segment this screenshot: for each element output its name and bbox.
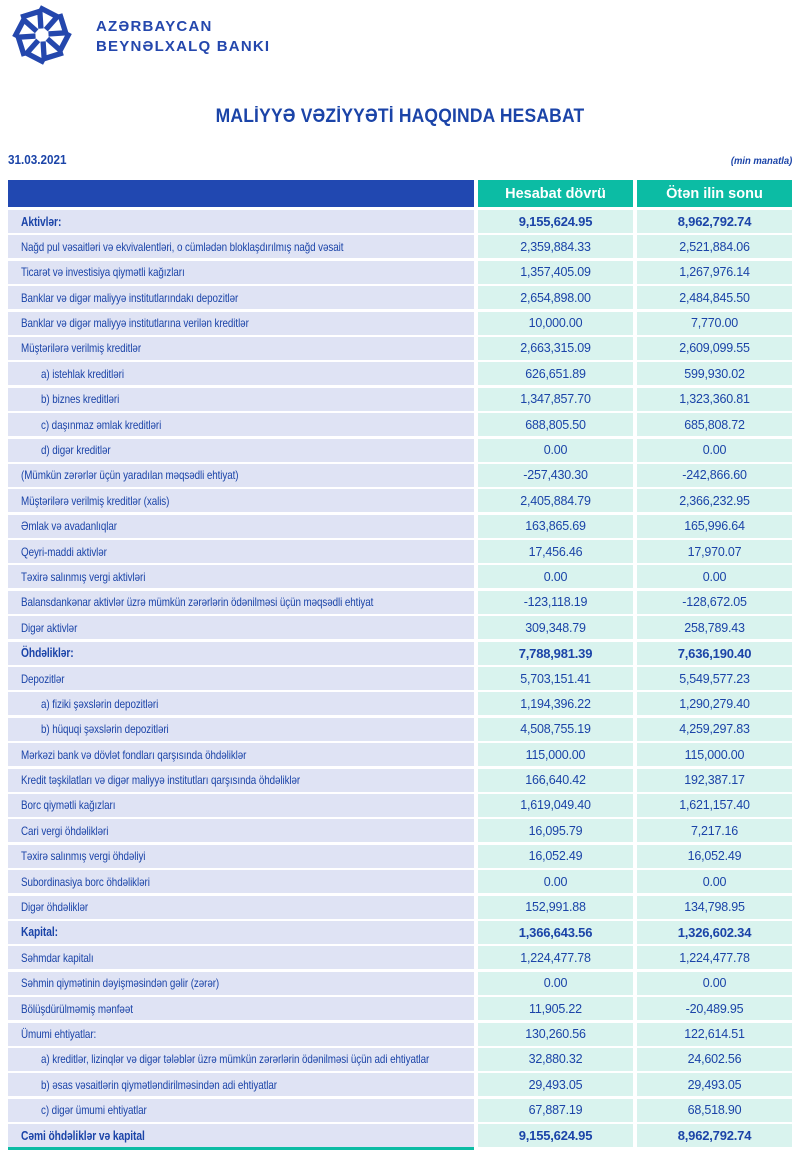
current-period-value: 11,905.22 [478, 997, 633, 1020]
row-label-cell [8, 210, 474, 233]
row-label: Subordinasiya borc öhdəlikləri [21, 874, 150, 889]
table-row [8, 743, 792, 766]
current-period-value: 1,347,857.70 [478, 388, 633, 411]
previous-period-value: 5,549,577.23 [637, 667, 792, 690]
previous-period-value: -242,866.60 [637, 464, 792, 487]
row-label: Kredit təşkilatları və digər maliyyə institutları qarşısında öhdəliklər [21, 773, 301, 788]
table-row [8, 972, 792, 995]
table-row [8, 413, 792, 436]
row-label-cell [8, 1023, 474, 1046]
previous-period-value: -20,489.95 [637, 997, 792, 1020]
row-label-cell [8, 286, 474, 309]
report-title: MALİYYƏ VƏZİYYƏTİ HAQQINDA HESABAT [215, 106, 585, 127]
current-period-value: 688,805.50 [478, 413, 633, 436]
previous-period-value: 16,052.49 [637, 845, 792, 868]
previous-period-value: 2,521,884.06 [637, 235, 792, 258]
current-period-value: 309,348.79 [478, 616, 633, 639]
current-period-value: 0.00 [478, 439, 633, 462]
report-meta [8, 152, 792, 167]
previous-period-value: 17,970.07 [637, 540, 792, 563]
table-row [8, 235, 792, 258]
row-label-cell [8, 946, 474, 969]
table-row [8, 515, 792, 538]
previous-period-value: 7,770.00 [637, 312, 792, 335]
row-label-cell [8, 565, 474, 588]
row-label: Bölüşdürülməmiş mənfəət [21, 1001, 133, 1016]
row-label-cell [8, 362, 474, 385]
row-label: Müştərilərə verilmiş kreditlər [21, 341, 142, 356]
previous-period-value: 7,636,190.40 [637, 642, 792, 665]
row-label: Digər aktivlər [21, 620, 78, 635]
current-period-value: -123,118.19 [478, 591, 633, 614]
previous-period-value: 0.00 [637, 972, 792, 995]
row-label-cell [8, 464, 474, 487]
previous-period-value: 1,290,279.40 [637, 692, 792, 715]
current-period-value: 10,000.00 [478, 312, 633, 335]
table-row [8, 870, 792, 893]
previous-period-value: 8,962,792.74 [637, 1124, 792, 1147]
row-label-cell [8, 845, 474, 868]
table-row [8, 692, 792, 715]
current-period-value: 2,359,884.33 [478, 235, 633, 258]
current-period-value: 0.00 [478, 972, 633, 995]
previous-period-value: 1,267,976.14 [637, 261, 792, 284]
table-row [8, 362, 792, 385]
table-row [8, 1099, 792, 1122]
row-label: Mərkəzi bank və dövlət fondları qarşısında öhdəliklər [21, 747, 247, 762]
previous-period-value: 115,000.00 [637, 743, 792, 766]
row-label-cell [8, 718, 474, 741]
table-row [8, 312, 792, 335]
current-period-value: 17,456.46 [478, 540, 633, 563]
row-label: Səhmdar kapitalı [21, 950, 94, 965]
table-row [8, 286, 792, 309]
current-period-value: 32,880.32 [478, 1048, 633, 1071]
current-period-value: 166,640.42 [478, 769, 633, 792]
table-row [8, 1124, 792, 1147]
row-label: Təxirə salınmış vergi aktivləri [21, 569, 146, 584]
row-label-cell [8, 972, 474, 995]
row-label-cell [8, 743, 474, 766]
table-row [8, 565, 792, 588]
previous-period-value: 2,366,232.95 [637, 489, 792, 512]
previous-period-value: 0.00 [637, 565, 792, 588]
row-label: Əmlak və avadanlıqlar [21, 519, 117, 534]
current-period-value: 7,788,981.39 [478, 642, 633, 665]
row-label: c) digər ümumi ehtiyatlar [41, 1103, 147, 1118]
row-label: (Mümkün zərərlər üçün yaradılan məqsədli ehtiyat) [21, 468, 239, 483]
table-row [8, 1073, 792, 1096]
table-row [8, 388, 792, 411]
current-period-value: 9,155,624.95 [478, 210, 633, 233]
row-label: Digər öhdəliklər [21, 900, 89, 915]
report-date: 31.03.2021 [8, 152, 67, 167]
table-row [8, 261, 792, 284]
previous-period-value: 68,518.90 [637, 1099, 792, 1122]
row-label-cell [8, 1048, 474, 1071]
previous-period-value: 0.00 [637, 870, 792, 893]
row-label: d) digər kreditlər [41, 443, 111, 458]
current-period-value: 5,703,151.41 [478, 667, 633, 690]
row-label-cell [8, 235, 474, 258]
table-row [8, 718, 792, 741]
table-row [8, 489, 792, 512]
row-label: b) hüquqi şəxslərin depozitləri [41, 722, 169, 737]
previous-period-value: 2,609,099.55 [637, 337, 792, 360]
row-label-cell [8, 439, 474, 462]
column-header-current: Hesabat dövrü [478, 180, 633, 207]
row-label: Aktivlər: [21, 214, 62, 229]
table-row [8, 896, 792, 919]
previous-period-value: 29,493.05 [637, 1073, 792, 1096]
row-label-cell [8, 261, 474, 284]
current-period-value: 16,095.79 [478, 819, 633, 842]
current-period-value: 115,000.00 [478, 743, 633, 766]
table-row [8, 769, 792, 792]
current-period-value: 1,224,477.78 [478, 946, 633, 969]
current-period-value: 2,654,898.00 [478, 286, 633, 309]
row-label-cell [8, 667, 474, 690]
table-row [8, 1023, 792, 1046]
current-period-value: -257,430.30 [478, 464, 633, 487]
table-row [8, 439, 792, 462]
current-period-value: 1,194,396.22 [478, 692, 633, 715]
balance-sheet-table [8, 180, 792, 1147]
table-row [8, 1048, 792, 1071]
table-row [8, 845, 792, 868]
table-row [8, 337, 792, 360]
row-label-cell [8, 337, 474, 360]
row-label-cell [8, 921, 474, 944]
row-label: Müştərilərə verilmiş kreditlər (xalis) [21, 493, 170, 508]
header-spacer [8, 180, 474, 207]
previous-period-value: 7,217.16 [637, 819, 792, 842]
row-label-cell [8, 1124, 474, 1147]
row-label-cell [8, 489, 474, 512]
row-label-cell [8, 388, 474, 411]
table-row [8, 540, 792, 563]
current-period-value: 4,508,755.19 [478, 718, 633, 741]
unit-note: (min manatla) [730, 155, 792, 167]
table-row [8, 819, 792, 842]
row-label-cell [8, 819, 474, 842]
previous-period-value: 258,789.43 [637, 616, 792, 639]
row-label-cell [8, 870, 474, 893]
row-label: Cəmi öhdəliklər və kapital [21, 1128, 145, 1143]
previous-period-value: 165,996.64 [637, 515, 792, 538]
previous-period-value: 4,259,297.83 [637, 718, 792, 741]
current-period-value: 1,366,643.56 [478, 921, 633, 944]
current-period-value: 130,260.56 [478, 1023, 633, 1046]
current-period-value: 0.00 [478, 870, 633, 893]
table-row [8, 946, 792, 969]
current-period-value: 1,357,405.09 [478, 261, 633, 284]
row-label-cell [8, 896, 474, 919]
row-label: Borc qiymətli kağızları [21, 798, 116, 813]
current-period-value: 29,493.05 [478, 1073, 633, 1096]
row-label: Cari vergi öhdəlikləri [21, 823, 109, 838]
row-label-cell [8, 616, 474, 639]
current-period-value: 2,405,884.79 [478, 489, 633, 512]
row-label: Banklar və digər maliyyə institutlarındakı depozitlər [21, 290, 239, 305]
previous-period-value: 122,614.51 [637, 1023, 792, 1046]
row-label-cell [8, 312, 474, 335]
current-period-value: 0.00 [478, 565, 633, 588]
row-label-cell [8, 997, 474, 1020]
row-label: b) əsas vəsaitlərin qiymətləndirilməsindən adi ehtiyatlar [41, 1077, 277, 1092]
table-row [8, 921, 792, 944]
table-row [8, 210, 792, 233]
row-label: Ümumi ehtiyatlar: [21, 1027, 97, 1041]
table-header-row [8, 180, 792, 207]
table-row [8, 591, 792, 614]
current-period-value: 1,619,049.40 [478, 794, 633, 817]
table-row [8, 616, 792, 639]
bank-name-line2: BEYNƏLXALQ BANKI [96, 38, 271, 55]
table-row [8, 794, 792, 817]
bank-logo-icon [10, 3, 74, 72]
previous-period-value: 8,962,792.74 [637, 210, 792, 233]
current-period-value: 2,663,315.09 [478, 337, 633, 360]
previous-period-value: 1,621,157.40 [637, 794, 792, 817]
previous-period-value: 24,602.56 [637, 1048, 792, 1071]
previous-period-value: 2,484,845.50 [637, 286, 792, 309]
row-label: Səhmin qiymətinin dəyişməsindən gəlir (zərər) [21, 976, 220, 991]
row-label: Təxirə salınmış vergi öhdəliyi [21, 849, 146, 864]
row-label-cell [8, 692, 474, 715]
current-period-value: 626,651.89 [478, 362, 633, 385]
row-label-cell [8, 1073, 474, 1096]
row-label-cell [8, 413, 474, 436]
bank-header [0, 0, 800, 70]
column-header-previous: Ötən ilin sonu [637, 180, 792, 207]
bank-name-line1: AZƏRBAYCAN [96, 18, 213, 35]
row-label: Kapital: [21, 925, 58, 940]
row-label: Banklar və digər maliyyə institutlarına verilən kreditlər [21, 316, 249, 331]
row-label: Qeyri-maddi aktivlər [21, 544, 107, 559]
current-period-value: 67,887.19 [478, 1099, 633, 1122]
table-row [8, 464, 792, 487]
previous-period-value: 0.00 [637, 439, 792, 462]
row-label: Öhdəliklər: [21, 646, 74, 661]
table-body [8, 210, 792, 1147]
row-label: Ticarət və investisiya qiymətli kağızları [21, 265, 185, 280]
previous-period-value: 192,387.17 [637, 769, 792, 792]
current-period-value: 163,865.69 [478, 515, 633, 538]
row-label: c) daşınmaz əmlak kreditləri [41, 417, 162, 432]
previous-period-value: -128,672.05 [637, 591, 792, 614]
previous-period-value: 1,326,602.34 [637, 921, 792, 944]
row-label-cell [8, 591, 474, 614]
row-label: Balansdankənar aktivlər üzrə mümkün zərərlərin ödənilməsi üçün məqsədli ehtiyat [21, 595, 374, 610]
row-label-cell [8, 769, 474, 792]
previous-period-value: 685,808.72 [637, 413, 792, 436]
current-period-value: 152,991.88 [478, 896, 633, 919]
table-row [8, 642, 792, 665]
row-label-cell [8, 540, 474, 563]
previous-period-value: 134,798.95 [637, 896, 792, 919]
table-row [8, 667, 792, 690]
table-row [8, 997, 792, 1020]
row-label: Nağd pul vəsaitləri və ekvivalentləri, o cümlədən bloklaşdırılmış nağd vəsait [21, 239, 344, 254]
row-label: a) kreditlər, lizinqlər və digər tələblər üzrə mümkün zərərlərin ödənilməsi üçün adi ehtiyatlar [41, 1052, 430, 1067]
row-label-cell [8, 642, 474, 665]
previous-period-value: 599,930.02 [637, 362, 792, 385]
row-label: a) istehlak kreditləri [41, 366, 124, 381]
row-label: b) biznes kreditləri [41, 392, 120, 407]
current-period-value: 9,155,624.95 [478, 1124, 633, 1147]
row-label-cell [8, 1099, 474, 1122]
row-label: a) fiziki şəxslərin depozitləri [41, 696, 159, 711]
current-period-value: 16,052.49 [478, 845, 633, 868]
previous-period-value: 1,323,360.81 [637, 388, 792, 411]
bank-name [96, 17, 270, 57]
row-label-cell [8, 794, 474, 817]
previous-period-value: 1,224,477.78 [637, 946, 792, 969]
row-label: Depozitlər [21, 671, 65, 686]
row-label-cell [8, 515, 474, 538]
